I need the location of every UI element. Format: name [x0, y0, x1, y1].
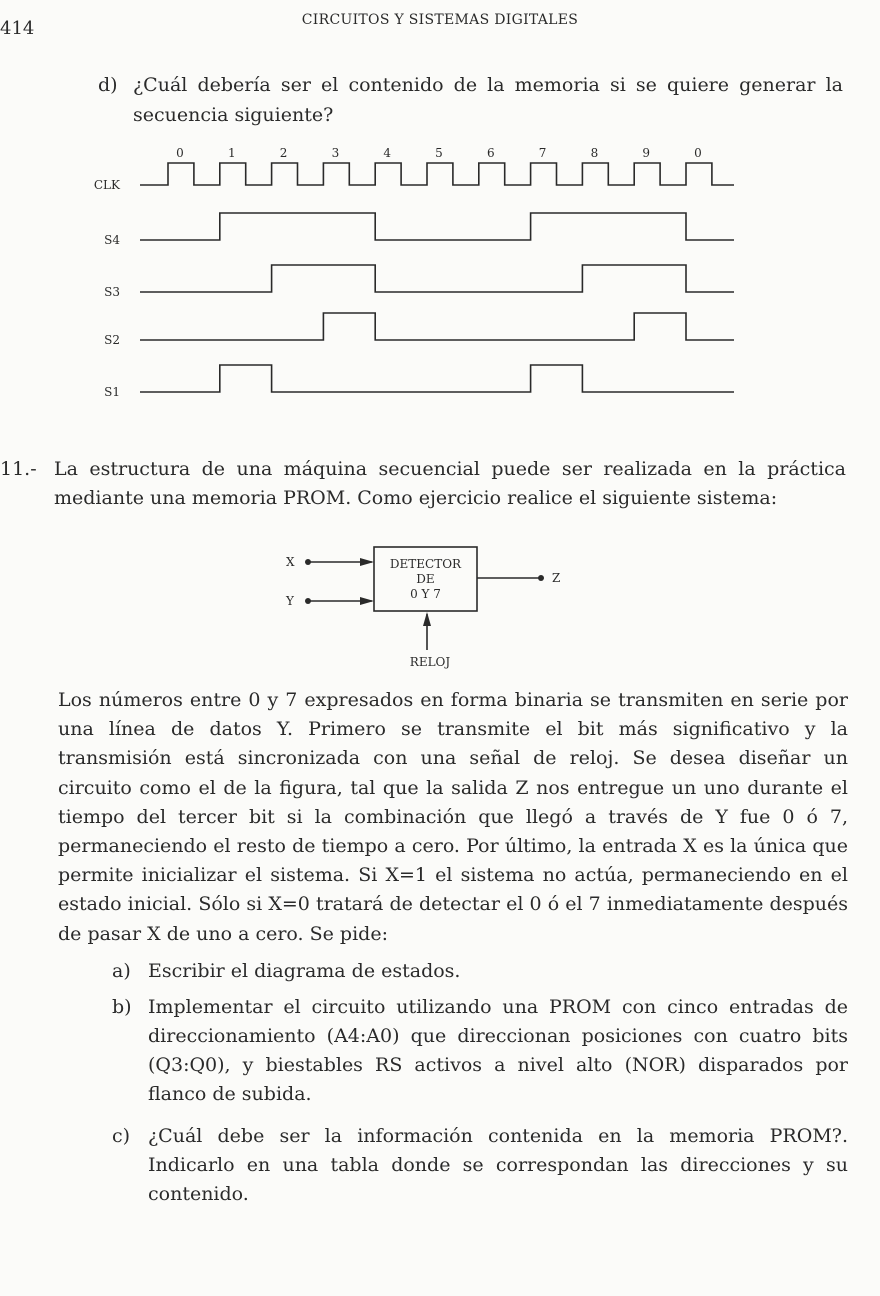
input-x-arrowhead — [360, 558, 374, 566]
running-title: CIRCUITOS Y SISTEMAS DIGITALES — [301, 12, 579, 28]
clock-cycle-number: 2 — [279, 146, 288, 160]
waveform-s1 — [140, 365, 734, 392]
block-diagram — [250, 540, 590, 675]
waveform-clk — [140, 163, 734, 185]
clock-cycle-number: 9 — [642, 146, 651, 160]
signal-label-s3: S3 — [104, 285, 120, 299]
clock-cycle-number: 1 — [227, 146, 236, 160]
clock-cycle-number: 4 — [383, 146, 392, 160]
task-c-text: ¿Cuál debe ser la información contenida en la memoria PROM?. Indicarlo en una tabla donde se correspondan las direcciones y su contenido. — [148, 1125, 848, 1205]
clock-cycle-number: 0 — [176, 146, 184, 160]
output-z-terminal — [538, 575, 544, 581]
timing-diagram — [0, 135, 880, 415]
signal-label-s1: S1 — [104, 385, 120, 399]
clock-cycle-number: 7 — [538, 146, 547, 160]
page-number: 414 — [0, 18, 35, 39]
block-line-3: 0 Y 7 — [410, 587, 441, 601]
task-b-text: Implementar el circuito utilizando una PROM con cinco entradas de direccionamiento (A4:A0) que direccionan posiciones con cuatro bits (Q3:Q0), y biestables RS activos a nivel alto (NOR) disparados por flanco de subida. — [148, 996, 848, 1105]
task-a-label: a) — [112, 960, 131, 982]
block-line-1: DETECTOR — [389, 557, 462, 571]
task-a-text: Escribir el diagrama de estados. — [148, 960, 461, 982]
signal-label-s4: S4 — [104, 233, 120, 247]
input-y-arrowhead — [360, 597, 374, 605]
input-y-label: Y — [286, 594, 294, 608]
problem-number: 11.- — [0, 458, 37, 480]
waveform-s3 — [140, 265, 734, 292]
signal-label-clk: CLK — [93, 178, 120, 192]
problem-intro: La estructura de una máquina secuencial puede ser realizada en la práctica mediante una memoria PROM. Como ejercicio realice el siguiente sistema: — [54, 458, 846, 509]
block-line-2: DE — [416, 572, 435, 586]
waveform-s4 — [140, 213, 734, 240]
question-d-label: d) — [98, 74, 118, 96]
clock-label: RELOJ — [409, 655, 451, 669]
problem-description: Los números entre 0 y 7 expresados en forma binaria se transmiten en serie por una línea de datos Y. Primero se transmite el bit más significativo y la transmisión está sincronizada con una señal de reloj. Se desea diseñar un circuito como el de la figura, tal que la salida Z nos entregue un uno durante el tiempo del tercer bit si la combinación que llegó a través de Y fue 0 ó 7, permaneciendo el resto de tiempo a cero. Por último, la entrada X es la única que permite inicializar el sistema. Si X=1 el sistema no actúa, permaneciendo en el estado inicial. Sólo si X=0 tratará de detectar el 0 ó el 7 inmediatamente después de pasar X de uno a cero. Se pide: — [58, 689, 848, 945]
input-x-label: X — [286, 555, 295, 569]
clock-cycle-number: 5 — [435, 146, 443, 160]
clock-cycle-number: 3 — [331, 146, 340, 160]
question-d-text: ¿Cuál debería ser el contenido de la memoria si se quiere generar la secuencia siguiente? — [133, 74, 843, 126]
clock-cycle-number: 6 — [486, 146, 495, 160]
waveform-s2 — [140, 313, 734, 340]
signal-label-s2: S2 — [104, 333, 120, 347]
clock-arrowhead — [423, 612, 431, 626]
clock-cycle-number: 8 — [590, 146, 599, 160]
task-c-label: c) — [112, 1125, 131, 1147]
clock-cycle-number: 0 — [694, 146, 702, 160]
task-b-label: b) — [112, 996, 132, 1018]
output-z-label: Z — [552, 571, 561, 585]
